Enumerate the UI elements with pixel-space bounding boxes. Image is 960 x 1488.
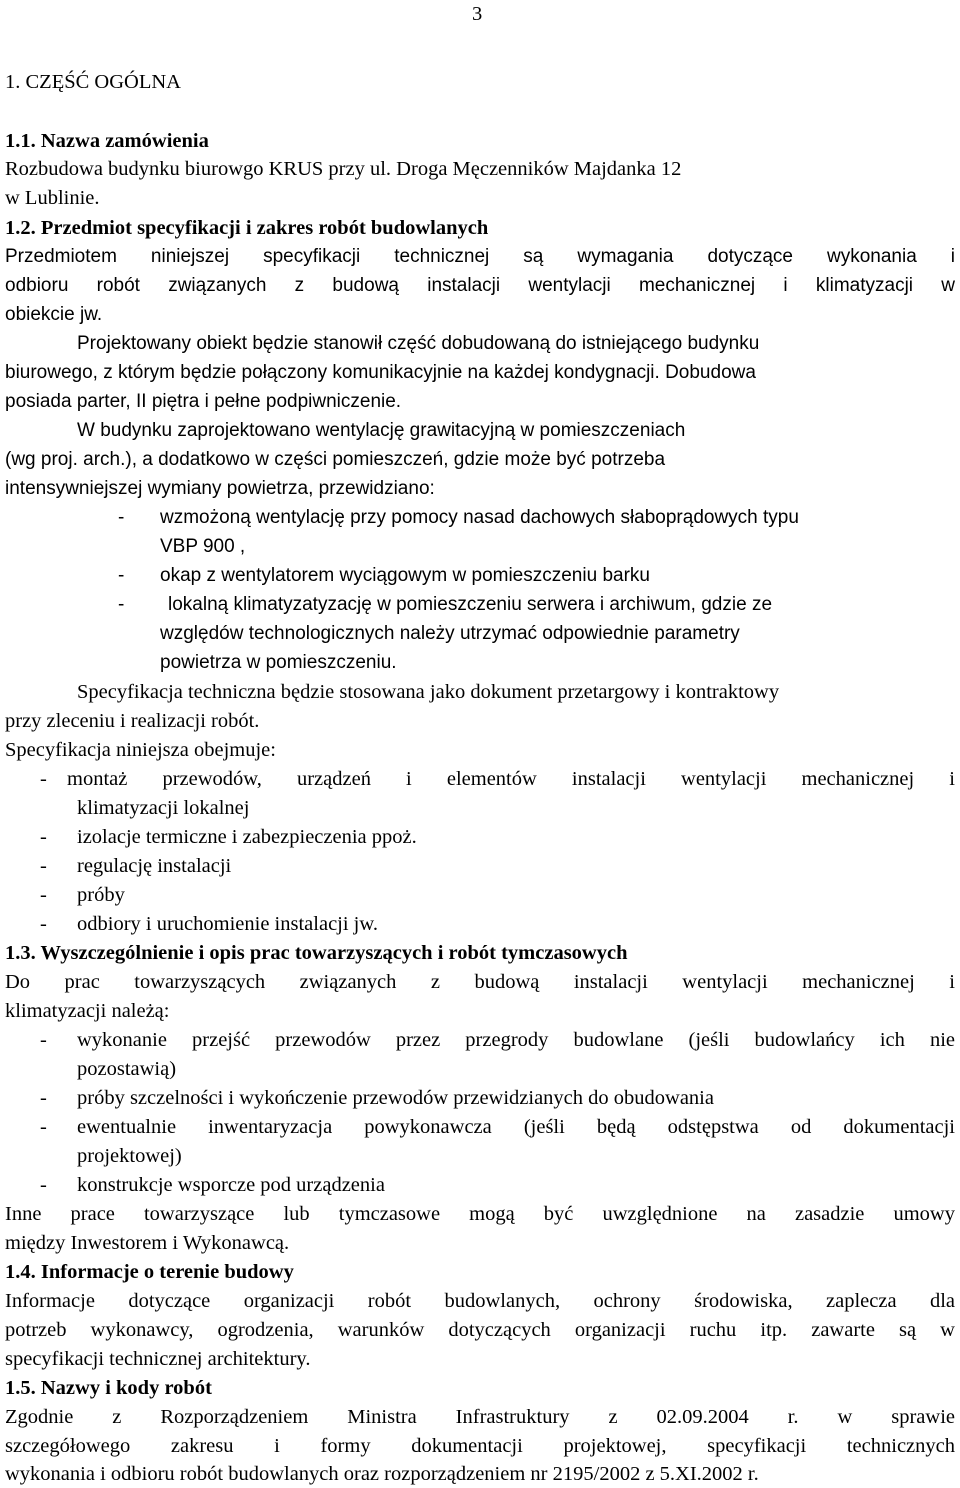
- bullet-text: odbiory i uruchomienie instalacji jw.: [77, 913, 378, 935]
- text-line: wykonania i odbioru robót budowlanych oraz rozporządzeniem nr 2195/2002 z 5.XI.2002 r.: [5, 1463, 759, 1485]
- section-1-2-heading: 1.2. Przedmiot specyfikacji i zakres robót budowlanych: [5, 217, 489, 239]
- text-line: obiekcie jw.: [5, 304, 103, 325]
- bullet-text: klimatyzacji lokalnej: [77, 797, 250, 819]
- text-line: biurowego, z którym będzie połączony komunikacyjnie na każdej kondygnacji. Dobudowa: [5, 362, 756, 383]
- text-line: Informacje dotyczące organizacji robót budowlanych, ochrony środowiska, zaplecza dla: [5, 1290, 955, 1312]
- bullet-text: ewentualnie inwentaryzacja powykonawcza (jeśli będą odstępstwa od dokumentacji: [77, 1116, 955, 1138]
- bullet-dash: -: [40, 884, 47, 906]
- page-number: 3: [472, 3, 483, 25]
- bullet-dash: -: [40, 1116, 47, 1138]
- text-line: Do prac towarzyszących związanych z budową instalacji wentylacji mechanicznej i: [5, 971, 955, 993]
- bullet-dash: -: [40, 1174, 47, 1196]
- bullet-dash: -: [40, 855, 47, 877]
- bullet-dash: -: [40, 1087, 47, 1109]
- text-line: potrzeb wykonawcy, ogrodzenia, warunków dotyczących organizacji ruchu itp. zawarte są w: [5, 1319, 955, 1341]
- text-line: intensywniejszej wymiany powietrza, przewidziano:: [5, 478, 435, 499]
- text-line: w Lublinie.: [5, 187, 100, 209]
- bullet-text: próby: [77, 884, 125, 906]
- text-line: specyfikacji technicznej architektury.: [5, 1348, 311, 1370]
- text-line: W budynku zaprojektowano wentylację grawitacyjną w pomieszczeniach: [77, 420, 686, 441]
- text-line: odbioru robót związanych z budową instalacji wentylacji mechanicznej i klimatyzacji w: [5, 275, 955, 296]
- text-line: Rozbudowa budynku biurowgo KRUS przy ul. Droga Męczenników Majdanka 12: [5, 158, 682, 180]
- text-line: posiada parter, II piętra i pełne podpiwniczenie.: [5, 391, 402, 412]
- bullet-text: projektowej): [77, 1145, 182, 1167]
- bullet-dash: -: [40, 1029, 47, 1051]
- section-1-1-heading: 1.1. Nazwa zamówienia: [5, 130, 209, 152]
- bullet-dash: -: [118, 507, 125, 528]
- section-1-title: 1. CZĘŚĆ OGÓLNA: [5, 71, 181, 93]
- text-line: Specyfikacja niniejsza obejmuje:: [5, 739, 276, 761]
- bullet-dash: -: [40, 913, 47, 935]
- text-line: przy zleceniu i realizacji robót.: [5, 710, 260, 732]
- section-1-5-heading: 1.5. Nazwy i kody robót: [5, 1377, 212, 1399]
- text-line: klimatyzacji należą:: [5, 1000, 170, 1022]
- bullet-dash: -: [40, 826, 47, 848]
- text-line: Specyfikacja techniczna będzie stosowana jako dokument przetargowy i kontraktowy: [77, 681, 780, 703]
- text-line: Zgodnie z Rozporządzeniem Ministra Infrastruktury z 02.09.2004 r. w sprawie: [5, 1406, 955, 1428]
- bullet-text: wzmożoną wentylację przy pomocy nasad dachowych słaboprądowych typu: [160, 507, 799, 528]
- text-line: (wg proj. arch.), a dodatkowo w części pomieszczeń, gdzie może być potrzeba: [5, 449, 666, 470]
- bullet-dash: -: [40, 768, 47, 790]
- text-line: między Inwestorem i Wykonawcą.: [5, 1232, 290, 1254]
- bullet-text: próby szczelności i wykończenie przewodów przewidzianych do obudowania: [77, 1087, 714, 1109]
- bullet-text: izolacje termiczne i zabezpieczenia ppoż.: [77, 826, 417, 848]
- bullet-text: konstrukcje wsporcze pod urządzenia: [77, 1174, 385, 1196]
- text-line: Inne prace towarzyszące lub tymczasowe mogą być uwzględnione na zasadzie umowy: [5, 1203, 955, 1225]
- bullet-text: lokalną klimatyzatyzację w pomieszczeniu serwera i archiwum, gdzie ze: [168, 594, 773, 615]
- text-line: szczegółowego zakresu i formy dokumentacji projektowej, specyfikacji technicznych: [5, 1435, 955, 1457]
- text-line: Przedmiotem niniejszej specyfikacji technicznej są wymagania dotyczące wykonania i: [5, 246, 955, 267]
- bullet-dash: -: [118, 594, 125, 615]
- bullet-text: VBP 900 ,: [160, 536, 246, 557]
- bullet-text: wykonanie przejść przewodów przez przegrody budowlane (jeśli budowlańcy ich nie: [77, 1029, 955, 1051]
- bullet-dash: -: [118, 565, 125, 586]
- bullet-text: względów technologicznych należy utrzymać odpowiednie parametry: [160, 623, 740, 644]
- bullet-text: pozostawią): [77, 1058, 177, 1080]
- section-1-4-heading: 1.4. Informacje o terenie budowy: [5, 1261, 294, 1283]
- bullet-text: powietrza w pomieszczeniu.: [160, 652, 397, 673]
- text-line: Projektowany obiekt będzie stanowił część dobudowaną do istniejącego budynku: [77, 333, 760, 354]
- bullet-text: okap z wentylatorem wyciągowym w pomieszczeniu barku: [160, 565, 650, 586]
- section-1-3-heading: 1.3. Wyszczególnienie i opis prac towarzyszących i robót tymczasowych: [5, 942, 628, 964]
- bullet-text: regulację instalacji: [77, 855, 232, 877]
- bullet-text: montaż przewodów, urządzeń i elementów instalacji wentylacji mechanicznej i: [67, 768, 955, 790]
